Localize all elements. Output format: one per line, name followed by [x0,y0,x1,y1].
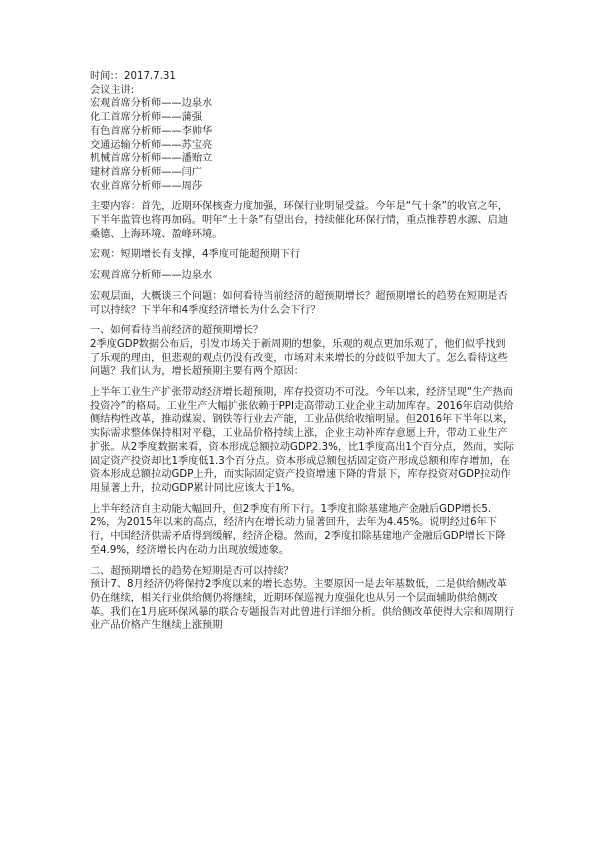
macro-intro-paragraph: 宏观层面，大概谈三个问题：如何看待当前经济的超预期增长？超预期增长的趋势在短期是否可以持续？下半年和4季度经济增长为什么会下行？ [90,290,508,316]
question-two-paragraph: 预计7、8月经济仍将保持2季度以来的增长态势。主要原因一是去年基数低，二是供给侧改革仍在继续，相关行业供给侧仍将继续，近期环保巡视力度强化也从另一个层面辅助供给侧改革。我们在1月底环保风暴的联合专题报告对此曾进行详细分析。供给侧改革使得大宗和周期行业产品价格产生继续上涨预期 [90,579,515,632]
question-two-heading: 二、超预期增长的趋势在短期是否可以持续？ [90,565,294,577]
question-one-paragraph: 2季度GDP数据公布后，引发市场关于新周期的想象，乐观的观点更加乐观了，他们似乎找到了乐观的理由，但悲观的观点仍没有改变，市场对未来增长的分歧似乎加大了。怎么看待这些问题？我们认为，增长超预期主要有两个原因： [90,338,508,378]
speaker-item: 机械首席分析师——潘贻立 [90,153,213,165]
host-label: 会议主讲: [90,84,135,96]
macro-section-title: 宏观：短期增长有支撑，4季度可能超预期下行 [90,249,301,261]
document-body [90,70,515,633]
speaker-item: 交通运输分析师——苏宝亮 [90,139,213,151]
speaker-item: 化工首席分析师——蒲强 [90,112,203,124]
speaker-item: 农业首席分析师——周莎 [90,180,203,192]
speaker-item: 有色首席分析师——李帅华 [90,125,213,137]
summary-paragraph: 主要内容：首先，近期环保核查力度加强，环保行业明显受益。今年是“气十条”的收官之年，下半年监管也将再加码。明年“土十条”有望出台，持续催化环保行情，重点推荐碧水源、启迪桑德、上海环境、盈峰环境。 [90,201,509,240]
speaker-item: 建材首席分析师——闫广 [90,166,203,178]
meeting-time: 时间:：2017.7.31 [90,71,176,82]
macro-analyst: 宏观首席分析师——边泉水 [90,270,213,282]
momentum-paragraph: 上半年经济自主动能大幅回升，但2季度有所下行。1季度扣除基建地产金融后GDP增长5.2%，为2015年以来的高点，经济内在增长动力显著回升，去年为4.45%。说明经过6年下行，中国经济供需矛盾得到缓解，经济企稳。然而，2季度扣除基建地产金融后GDP增长下降至4.9%，经济增长内在动力出现放缓迹象。 [90,503,506,556]
speaker-item: 宏观首席分析师——边泉水 [90,98,213,110]
inventory-paragraph: 上半年工业生产扩张带动经济增长超预期，库存投资功不可没。今年以来，经济呈现“生产热而投资冷”的格局。工业生产大幅扩张依赖于PPI走高带动工业企业主动加库存。2016年启动供给侧结构性改革，推动煤炭、钢铁等行业去产能，工业品供给收缩明显。但2016年下半年以来，实际需求整体保持相对平稳，工业品价格持续上涨，企业主动补库存意愿上升，带动工业生产扩张。从2季度数据来看，资本形成总额拉动GDP2.3%，比1季度高出1个百分点，然而，实际固定资产投资却比1季度低1.3个百分点。资本形成总额包括固定资产形成总额和库存增加，在资本形成总额拉动GDP上升，而实际固定资产投资增速下降的背景下，库存投资对GDP拉动作用显著上升，拉动GDP累计同比应该大于1%。 [90,387,514,494]
question-one-heading: 一、如何看待当前经济的超预期增长？ [90,325,264,337]
